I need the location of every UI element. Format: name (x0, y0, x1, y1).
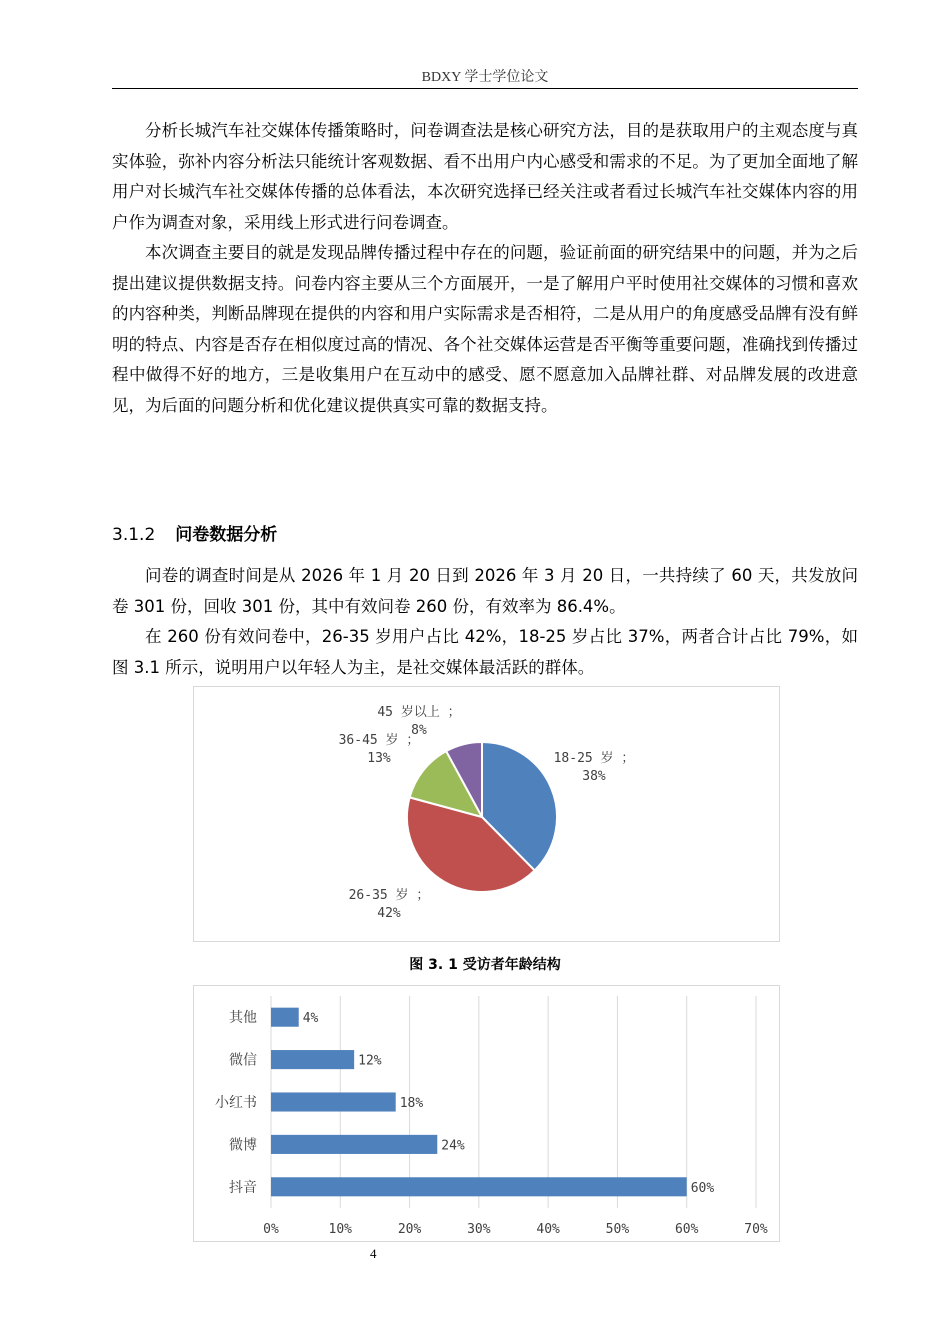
paragraph-2: 本次调查主要目的就是发现品牌传播过程中存在的问题，验证前面的研究结果中的问题，并为之后提出建议提供数据支持。问卷内容主要从三个方面展开，一是了解用户平时使用社交媒体的习惯和喜欢的内容种类，判断品牌现在提供的内容和用户实际需求是否相符，二是从用户的角度感受品牌有没有鲜明的特点、内容是否存在相似度过高的情况、各个社交媒体运营是否平衡等重要问题，准确找到传播过程中做得不好的地方，三是收集用户在互动中的感受、愿不愿意加入品牌社群、对品牌发展的改进意见，为后面的问题分析和优化建议提供真实可靠的数据支持。 (112, 243, 858, 415)
pie-label-name-1: 18-25 岁 ； (553, 751, 635, 766)
paragraph-1: 分析长城汽车社交媒体传播策略时，问卷调查法是核心研究方法，目的是获取用户的主观态度与真实体验，弥补内容分析法只能统计客观数据、看不出用户内心感受和需求的不足。为了更加全面地了解用户对长城汽车社交媒体传播的总体看法，本次研究选择已经关注或者看过长城汽车社交媒体内容的用户作为调查对象，采用线上形式进行问卷调查。 (112, 121, 858, 232)
header-rule (112, 88, 858, 89)
bar-value-label: 24% (441, 1138, 465, 1154)
figure-caption: 图 3. 1 受访者年龄结构 (409, 957, 561, 973)
bar-chart-svg (194, 986, 779, 1241)
pie-label-name-3: 36-45 岁 ； (338, 733, 420, 748)
x-tick-label: 50% (605, 1222, 630, 1237)
pie-label-name-2: 26-35 岁 ； (348, 888, 430, 903)
x-tick-label: 30% (467, 1222, 491, 1237)
bar-2 (271, 1050, 354, 1069)
x-tick-label: 60% (674, 1222, 699, 1237)
bar-1 (271, 1008, 299, 1027)
x-tick-label: 10% (328, 1222, 353, 1237)
x-tick-label: 70% (744, 1222, 768, 1237)
pie-chart-svg (194, 687, 779, 941)
bar-value-label: 60% (690, 1180, 715, 1196)
bar-5 (271, 1177, 687, 1196)
pie-label-value-3: 13% (367, 751, 391, 766)
pie-label-value-1: 38% (582, 769, 606, 784)
intro-paragraphs (112, 116, 858, 421)
platform-bar-chart (193, 985, 780, 1242)
bar-value-label: 18% (399, 1096, 424, 1111)
bar-3 (271, 1092, 396, 1111)
x-tick-label: 20% (397, 1222, 422, 1237)
analysis-paragraphs (112, 561, 858, 683)
paragraph-4: 在 260 份有效问卷中，26-35 岁用户占比 42%，18-25 岁占比 37%，两者合计占比 79%，如图 3.1 所示，说明用户以年轻人为主，是社交媒体最活跃的群体。 (112, 627, 858, 677)
page-header: BDXY 学士学位论文 (421, 70, 549, 85)
category-label: 微博 (229, 1137, 257, 1154)
page-number: 4 (370, 1246, 377, 1261)
pie-label-name-4: 45 岁以上 ； (377, 705, 461, 720)
paragraph-3: 问卷的调查时间是从 2026 年 1 月 20 日到 2026 年 3 月 20 日，一共持续了 60 天，共发放问卷 301 份，回收 301 份，其中有效问卷 260 份，有效率为 86.4%。 (112, 566, 858, 616)
category-label: 其他 (229, 1010, 257, 1027)
section-title: 问卷数据分析 (175, 525, 278, 545)
x-tick-label: 40% (536, 1222, 560, 1237)
category-label: 小红书 (215, 1095, 257, 1111)
bar-value-label: 4% (302, 1011, 319, 1027)
bar-4 (271, 1135, 437, 1154)
age-pie-chart (193, 686, 780, 942)
x-tick-label: 0% (263, 1222, 279, 1237)
category-label: 抖音 (229, 1179, 257, 1196)
bar-value-label: 12% (358, 1053, 382, 1069)
section-heading (112, 520, 277, 545)
category-label: 微信 (229, 1052, 257, 1069)
pie-label-value-2: 42% (377, 906, 401, 921)
pie-label-value-4: 8% (411, 723, 427, 738)
section-number: 3.1.2 (112, 525, 156, 545)
